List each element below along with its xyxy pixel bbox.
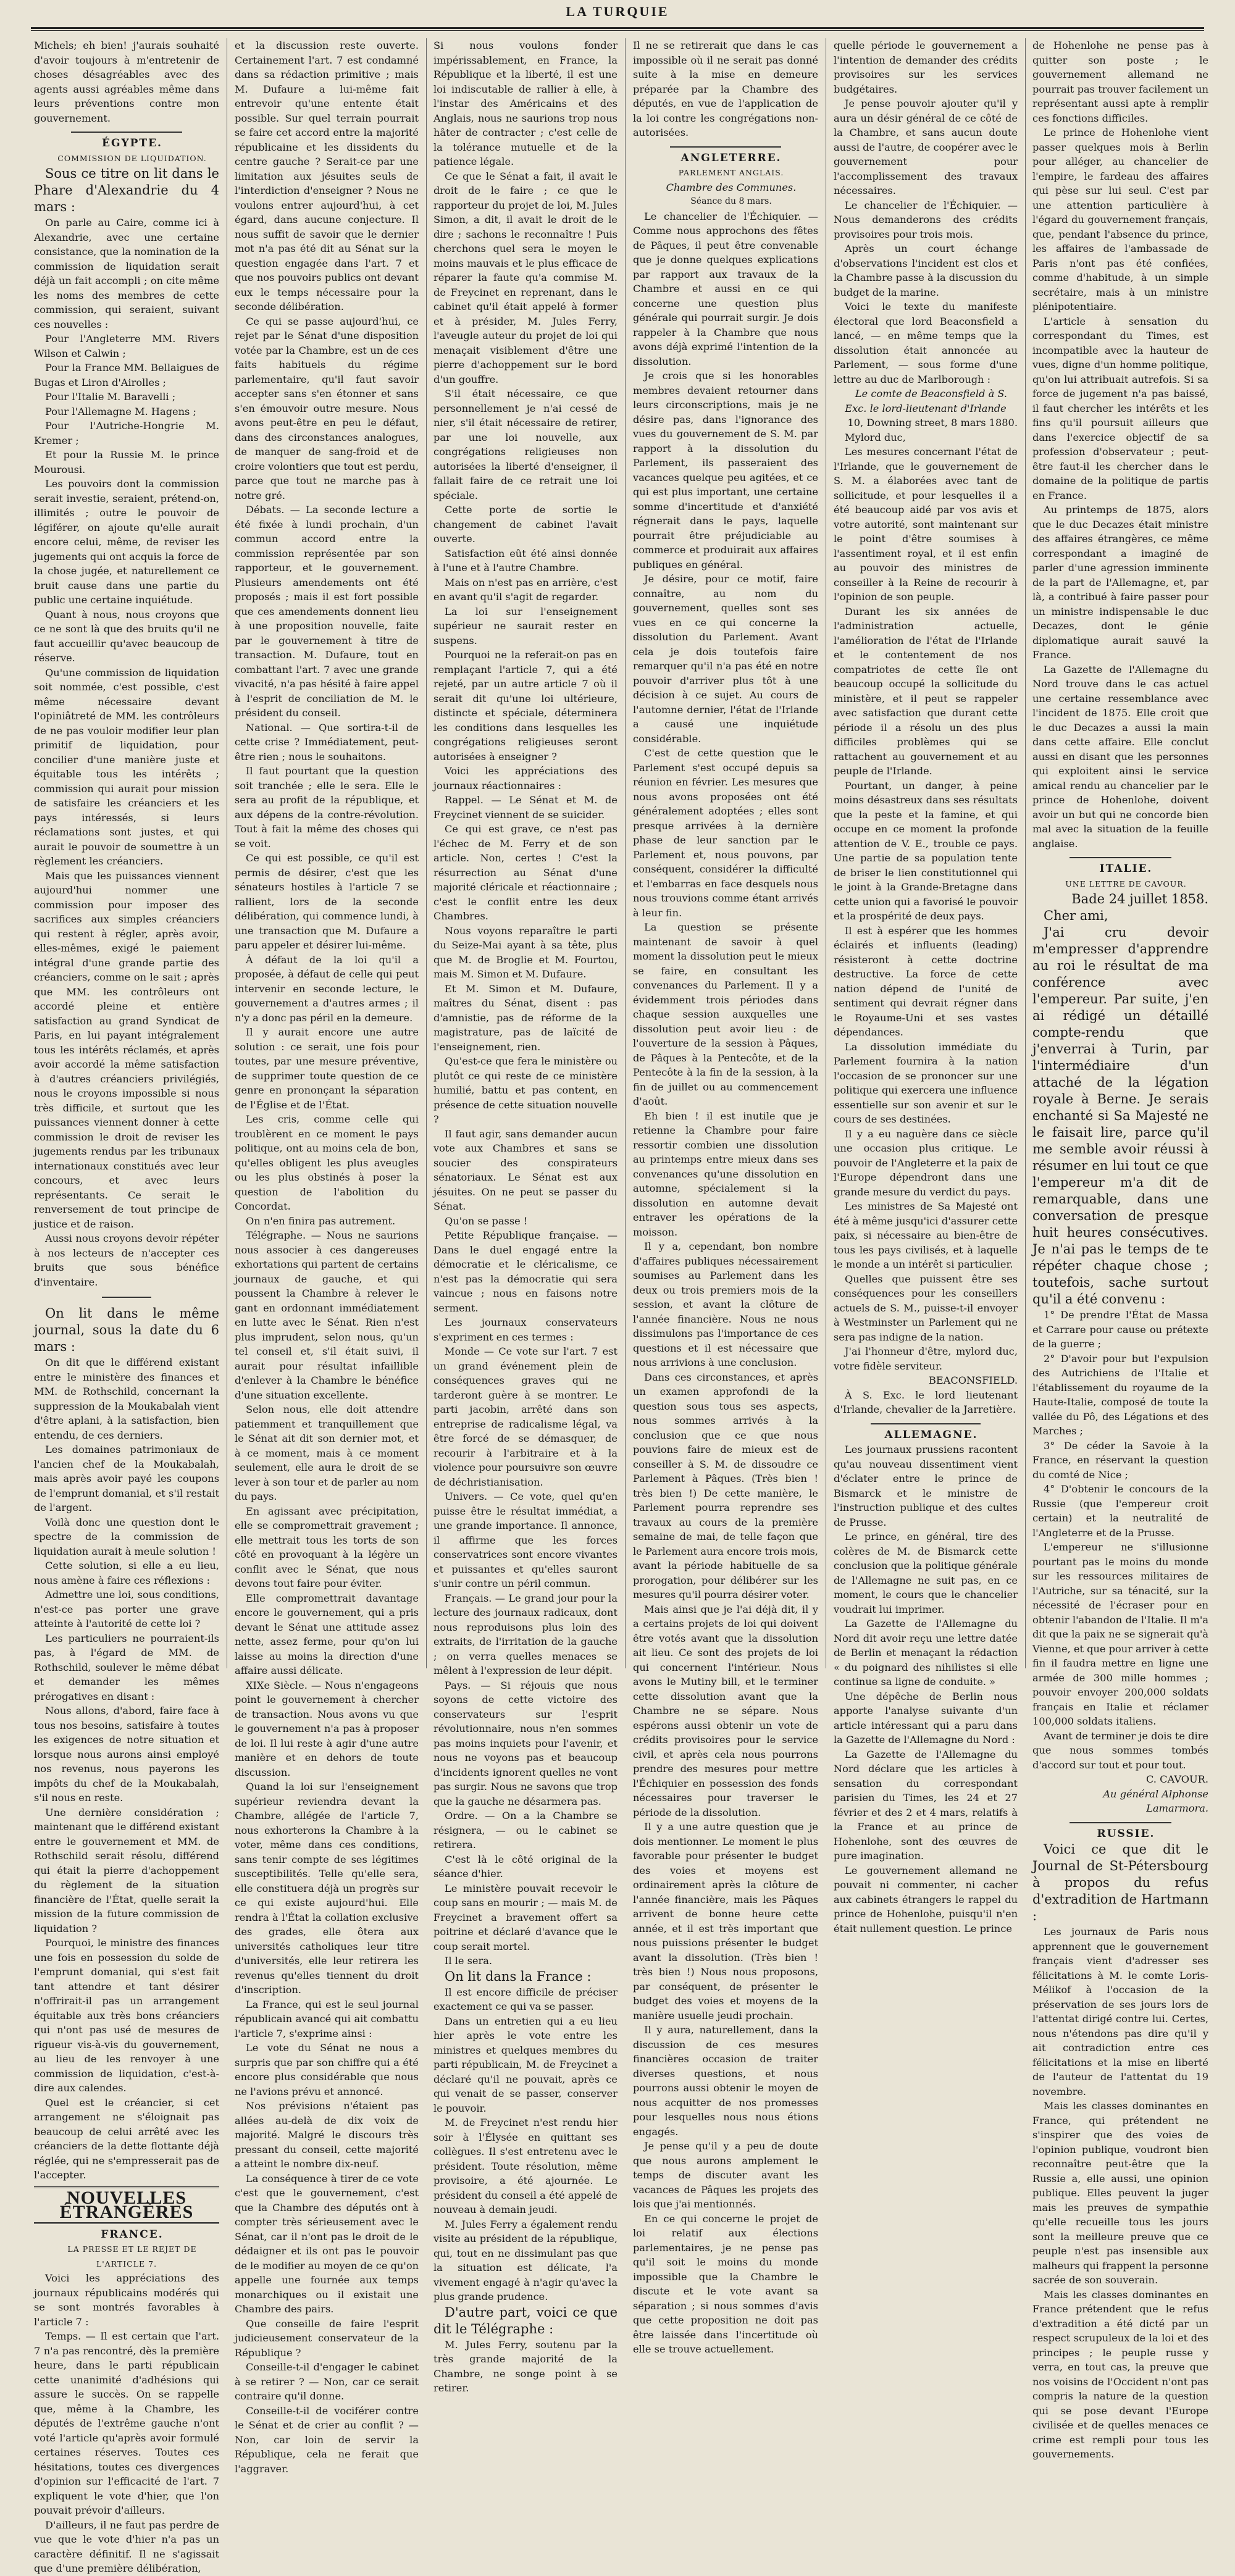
paragraph: Dans ces circonstances, et après un examen approfondi de la question sous tous ses aspects, nous sommes arrivés à la conclusion que ce que nous pouvions faire de mieux est de conseiller à S. M. de dissoudre ce Parlement à Pâques. (Très bien ! très bien !) De cette manière, le Parlement pourra reprendre ses travaux au cours de la première semaine de mai, de telle façon que le Parlement aura encore trois mois, avant la période habituelle de sa prorogation, pour délibérer sur les mesures qu'il pourra désirer voter. — [633, 1371, 818, 1600]
paragraph: J'ai l'honneur d'être, mylord duc, votre fidèle serviteur. — [834, 1345, 1018, 1372]
letter-salutation: Mylord duc, — [845, 431, 906, 443]
letter-header: Le comte de Beaconsfield à S. Exc. le lord-lieutenant d'Irlande — [845, 388, 1008, 414]
paragraph: Qu'est-ce que fera le ministère ou plutôt ce qui reste de ce ministère humilié, battu et pas content, en présence de cette situation nouvelle ? — [433, 1055, 618, 1125]
section-rule — [1070, 1822, 1171, 1823]
paragraph: Voilà donc une question dont le spectre de la commission de liquidation aurait à meule solution ! — [34, 1516, 219, 1557]
paragraph: L'article à sensation du correspondant du Times, est incompatible avec la hauteur de vues, digne d'un homme politique, qu'on lui attribuait autrefois. Si sa force de jugement n'a pas baissé, il faut chercher les intérêts et les fins qu'il poursuit ailleurs que dans l'exercice objectif de sa profession d'observateur ; peut-être faut-il les chercher dans le domaine de la politique de partis en France. — [1032, 315, 1208, 501]
paragraph: Petite République française. — Dans le duel engagé entre la démocratie et le cléricalisme, ce n'est pas la démocratie qui sera vaincue ; nous en faisons notre serment. — [433, 1229, 618, 1314]
paragraph: On n'en finira pas autrement. — [246, 1215, 396, 1227]
paragraph: Les mesures concernant l'état de l'Irlande, que le gouvernement de S. M. a élaborées avec tant de sollicitude, et pour lesquelles il a été beaucoup aidé par vos avis et votre autorité, sont maintenant sur le point d'être soumises à l'assentiment royal, et il est enfin au pouvoir des ministres de conseiller à la Reine de recourir à l'opinion de son peuple. — [834, 446, 1018, 603]
paragraph: Les journaux de Paris nous apprennent que le gouvernement français vient d'adresser ses félicitations à M. le comte Loris-Mélikof à l'occasion de la préservation de ses jours lors de l'attentat dirigé contre lui. Certes, nous n'étendons pas dire qu'il y ait contradiction entre ces félicitations et la mise en liberté de l'auteur de l'attentat du 19 novembre. — [1032, 1926, 1208, 2097]
paragraph: Qu'une commission de liquidation soit nommée, c'est possible, c'est même nécessaire devant l'opiniâtreté de MM. les contrôleurs de ne pas vouloir modifier leur plan primitif de liquidation, pour concilier d'une manière juste et équitable tous les intérêts ; commission qui aurait pour mission de satisfaire les créanciers et les pays intéressés, si leurs réclamations sont justes, et qui aurait le pouvoir de soumettre à un règlement les créanciers. — [34, 666, 219, 867]
section-rule — [102, 1297, 151, 1298]
masthead-rule — [31, 27, 1204, 29]
section-rule — [71, 132, 182, 133]
paragraph: Le ministère pouvait recevoir le coup sans en mourir ; — mais M. de Freycinet a bravement offert sa poitrine et déclaré d'avance que le coup serait mortel. — [433, 1882, 618, 1952]
paragraph: En ce qui concerne le projet de loi relatif aux élections parlementaires, je ne pense pas qu'il soit le moins du monde impossible que la Chambre le discute et le vote avant sa séparation ; si nous sommes d'avis que cette proposition ne doit pas être laissée dans l'incertitude où elle se trouve actuellement. — [633, 2212, 818, 2355]
paragraph: Français. — Le grand jour pour la lecture des journaux radicaux, dont nous reproduisons plus loin des extraits, de l'irritation de la gauche ; on verra quelles menaces se mêlent à l'expression de leur dépit. — [433, 1592, 618, 1676]
section-heading-egypte: ÉGYPTE. — [102, 137, 162, 149]
masthead-title: LA TURQUIE — [566, 4, 669, 19]
paragraph: Il ne se retirerait que dans le cas impossible où il ne serait pas donné suite à la mise en demeure préparée par la Chambre des députés, en vue de l'application de la loi contre les congrégations non-autorisées. — [633, 40, 818, 138]
paragraph: Il y aurait encore une autre solution : ce serait, une fois pour toutes, par une mesure préventive, de supprimer toute question de ce genre en prononçant la séparation de l'Église et de l'État. — [235, 1026, 419, 1111]
column-divider — [426, 38, 427, 1668]
paragraph: Le chancelier de l'Échiquier. — Nous demanderons des crédits provisoires pour trois mois. — [834, 199, 1018, 240]
paragraph: Ordre. — On a la Chambre se résignera, — ou le cabinet se retirera. — [433, 1810, 618, 1850]
paragraph: D'autre part, voici ce que dit le Télégraphe : — [433, 2304, 618, 2336]
paragraph: Voici ce que dit le Journal de St-Pétersbourg à propos du refus d'extradition de Hartmann : — [1032, 1842, 1208, 1923]
paragraph: À S. Exc. le lord lieutenant d'Irlande, chevalier de la Jarretière. — [834, 1389, 1018, 1415]
paragraph: La Gazette de l'Allemagne du Nord dit avoir reçu une lettre datée de Berlin et menaçant la rédaction « du poignard des nihilistes si elle continue sa ligne de conduite. » — [834, 1618, 1018, 1687]
column-divider — [625, 38, 626, 1668]
paragraph: Monde — Ce vote sur l'art. 7 est un grand événement plein de conséquences graves qui ne tarderont guère à se montrer. Le parti jacobin, arrêté dans son entreprise de radicalisme légal, va être forcé de se démasquer, de recourir à l'arbitraire et à la violence pour poursuivre son œuvre de déchristianisation. — [433, 1345, 618, 1488]
paragraph: Après un court échange d'observations l'incident est clos et la Chambre passe à la discussion du budget de la marine. — [834, 243, 1018, 298]
paragraph: Les particuliers ne pourraient-ils pas, à l'égard de MM. de Rothschild, soulever le même débat et demander les mêmes prérogatives en disant : — [34, 1632, 219, 1702]
paragraph: Les journaux conservateurs s'expriment en ces termes : — [433, 1316, 618, 1343]
paragraph: Et pour la Russie M. le prince Mourousi. — [34, 449, 219, 475]
column-3 — [433, 38, 618, 2394]
column-4 — [633, 38, 818, 2355]
signature: C. CAVOUR. — [1145, 1773, 1208, 1785]
paragraph: M. Jules Ferry a également rendu visite au président de la république, qui, tout en ne dissimulant pas que la situation est délicate, l'a vivement engagé à n'agir qu'avec la plus grande prudence. — [433, 2218, 618, 2302]
column-6 — [1032, 38, 1208, 2460]
paragraph: 4° D'obtenir le concours de la Russie (que l'empereur croit certain) et la neutralité de l'Angleterre et de la Prusse. — [1032, 1483, 1208, 1539]
paragraph: D'ailleurs, il ne faut pas perdre de vue que le vote d'hier n'a pas un caractère définitif. Il ne s'agissait que d'une première délibération, — [34, 2519, 219, 2574]
paragraph: Les cris, comme celle qui troublèrent en ce moment le pays politique, ont au moins cela de bon, qu'elles obligent les plus aveugles ou les plus obstinés à poser la question de l'abolition du Concordat. — [235, 1113, 419, 1212]
paragraph: Avant de terminer je dois te dire que nous sommes tombés d'accord sur tout et pour tout. — [1032, 1729, 1208, 1771]
letter-date: Bade 24 juillet 1858. — [1071, 892, 1208, 906]
section-rule — [1070, 857, 1171, 858]
paragraph: Les domaines patrimoniaux de l'ancien chef de la Moukabalah, mais après avoir payé les coupons de l'emprunt domanial, et s'il restait de l'argent. — [34, 1444, 219, 1513]
paragraph: Cette solution, si elle a eu lieu, nous amène à faire ces réflexions : — [34, 1560, 219, 1586]
chamber-title: Chambre des Communes. — [666, 181, 797, 193]
paragraph: Nos prévisions n'étaient pas allées au-delà de dix voix de majorité. Malgré le discours très pressant du conseil, cette majorité a atteint le nombre dix-neuf. — [235, 2100, 419, 2170]
section-subheading: UNE LETTRE DE CAVOUR. — [1065, 879, 1187, 889]
column-2 — [235, 38, 419, 2475]
section-subheading: LA PRESSE ET LE REJET DE L'ARTICLE 7. — [67, 2244, 197, 2269]
paragraph: Admettre une loi, sous conditions, n'est-ce pas porter une grave atteinte à l'autorité de cette loi ? — [34, 1589, 219, 1629]
paragraph: Dans un entretien qui a eu lieu hier après le vote entre les ministres et quelques membres du parti républicain, M. de Freycinet a déclaré qu'il ne pouvait, après ce qui venait de se passer, conserver le pouvoir. — [433, 2015, 618, 2114]
paragraph: Quel est le créancier, si cet arrangement ne s'éloignait pas beaucoup de celui arrêté avec les créanciers de la dette flottante déjà réglée, qui ne s'empresserait pas de l'accepter. — [34, 2096, 219, 2181]
paragraph: Le vote du Sénat ne nous a surpris que par son chiffre qui a été encore plus considérable que nous ne l'avions prévu et annoncé. — [235, 2042, 419, 2097]
paragraph: Le gouvernement allemand ne pouvait ni commenter, ni cacher aux cabinets étrangers le rappel du prince de Hohenlohe, puisqu'il n'en était nullement question. Le prince — [834, 1864, 1018, 1934]
paragraph: Mais les classes dominantes en France, qui prétendent ne s'inspirer que des voies de l'opinion publique, voudront bien reconnaître peut-être que la Russie a, elle aussi, une opinion publique. Elles peuvent la juger mais les preuves de sympathie qu'elle recueille tous les jours sont la meilleure preuve que ce peuple n'est pas insensible aux malheurs qui frappent la personne sacrée de son souverain. — [1032, 2100, 1208, 2286]
paragraph: La question se présente maintenant de savoir à quel moment la dissolution peut le mieux se faire, en consultant les convenances du Parlement. Il y a évidemment trois périodes dans chaque session auxquelles une dissolution peut avoir lieu : de l'ouverture de la session à Pâques, de Pâques à la Pentecôte, et de la Pentecôte à la fin de la session, à la fin de juillet ou au commencement d'août. — [633, 921, 818, 1107]
paragraph: et la discussion reste ouverte. Certainement l'art. 7 est condamné dans sa rédaction primitive ; mais M. Dufaure a lui-même fait entrevoir qu'une entente était possible. Sur quel terrain pourrait se faire cet accord entre la majorité républicaine et les dissidents du centre gauche ? Serait-ce par une limitation aux jésuites seuls de l'interdiction d'enseigner ? Nous ne voulons entrer aujourd'hui, à cet égard, dans aucune conjecture. Il nous suffit de savoir que le dernier mot n'a pas été dit au Sénat sur la question engagée dans l'art. 7 et que nos pouvoirs publics ont devant eux le temps nécessaire pour la seconde délibération. — [235, 40, 419, 312]
section-heading-allemagne: ALLEMAGNE. — [884, 1428, 978, 1441]
session-date: Séance du 8 mars. — [690, 196, 772, 206]
paragraph: Conseille-t-il de vociférer contre le Sénat et de crier au conflit ? — Non, car loin de servir la République, cela ne ferait que l'aggraver. — [235, 2404, 419, 2475]
paragraph: Voici le texte du manifeste électoral que lord Beaconsfield a lancé, — en même temps que la dissolution était annoncée au Parlement, — sous forme d'une lettre au duc de Marlborough : — [834, 301, 1018, 385]
signature: BEACONSFIELD. — [928, 1374, 1018, 1386]
paragraph: En agissant avec précipitation, elle se compromettrait gravement ; elle mettrait tous les torts de son côté en provoquant à la légère un conflit avec le Sénat, que nous devons tout faire pour éviter. — [235, 1505, 419, 1589]
column-5 — [834, 38, 1018, 1934]
paragraph: Aussi nous croyons devoir répéter à nos lecteurs de n'accepter ces bruits que sous bénéfice d'inventaire. — [34, 1232, 219, 1288]
section-subheading: COMMISSION DE LIQUIDATION. — [57, 153, 207, 163]
paragraph: Univers. — Ce vote, quel qu'en puisse être le résultat immédiat, a une grande importance. Il annonce, il affirme que les forces conservatrices sont encore vivantes et puissantes et qu'elles sauront s'unir contre un péril commun. — [433, 1491, 618, 1589]
paragraph: Que conseille de faire l'esprit judicieusement conservateur de la République ? — [235, 2317, 419, 2359]
section-rule — [871, 1423, 981, 1424]
paragraph: Quand la loi sur l'enseignement supérieur reviendra devant la Chambre, allégée de l'article 7, nous exhorterons la Chambre à la voter, même dans ces conditions, sans tenir compte de ses légitimes susceptibilités. Telle qu'elle sera, elle constituera déjà un progrès sur ce qui existe aujourd'hui. Elle rendra à l'État la collation exclusive des grades, elle ôtera aux universités catholiques leur titre d'universités, elle leur retirera les revenus qu'elles tiennent du droit d'inscription. — [235, 1781, 419, 1996]
paragraph: quelle période le gouvernement a l'intention de demander des crédits provisoires sur les services budgétaires. — [834, 40, 1018, 95]
column-1 — [34, 38, 219, 2574]
section-rule — [670, 146, 781, 148]
column-divider — [1025, 38, 1026, 1668]
paragraph: Il faut agir, sans demander aucun vote aux Chambres et sans se soucier des conspirateurs sénatoriaux. Le Sénat est aux jésuites. On ne peut se passer du Sénat. — [433, 1127, 618, 1212]
paragraph: Et M. Simon et M. Dufaure, maîtres du Sénat, disent : pas d'amnistie, pas de réforme de la magistrature, pas de laïcité de l'enseignement, rien. — [433, 982, 618, 1053]
paragraph: Ce que le Sénat a fait, il avait le droit de le faire ; ce que le rapporteur du projet de loi, M. Jules Simon, a dit, il avait le droit de le dire ; sachons le reconnaître ! Puis cherchons quel sera le moyen le moins mauvais et le plus efficace de réparer la faute qu'a commise M. de Freycinet en reprenant, dans le cabinet qu'il était appelé à former et à présider, M. Jules Ferry, l'aveugle auteur du projet de loi qui menaçait visiblement d'être une pierre d'achoppement sur le bord d'un gouffre. — [433, 170, 618, 385]
paragraph: Pour l'Autriche-Hongrie M. Kremer ; — [34, 420, 219, 446]
paragraph: Satisfaction eût été ainsi donnée à l'une et à l'autre Chambre. — [433, 547, 618, 574]
paragraph: Quelles que puissent être ses conséquences pour les conseillers actuels de S. M., puisse-t-il envoyer à Westminster un Parlement qui ne sera pas indigne de la nation. — [834, 1273, 1018, 1343]
paragraph: Pour l'Italie M. Baravelli ; — [45, 391, 176, 403]
paragraph: Eh bien ! il est inutile que je retienne la Chambre pour faire ressortir combien une dissolution au printemps entre mieux dans ses convenances qu'une dissolution en automne, spécialement si la dissolution en automne devait entraver les opérations de la moisson. — [633, 1110, 818, 1238]
paragraph: Pourquoi, le ministre des finances une fois en possession du solde de l'emprunt domanial, qui s'est fait tant attendre et tant désirer n'offrirait-il pas un arrangement équitable aux très bons créanciers qui n'ont pas usé de mesures de rigueur vis-à-vis du gouvernement, au lieu de les renvoyer à une commission de liquidation, c'est-à-dire aux calendes. — [34, 1937, 219, 2094]
paragraph: 3° De céder la Savoie à la France, en réservant la question du comté de Nice ; — [1032, 1439, 1208, 1481]
paragraph: S'il était nécessaire, ce que personnellement je n'ai cessé de nier, s'il était nécessaire de retirer, par une loi nouvelle, aux congrégations religieuses non autorisées la liberté d'enseigner, il fallait faire de ce retrait une loi spéciale. — [433, 388, 618, 501]
paragraph: 1° De prendre l'État de Massa et Carrare pour cause ou prétexte de la guerre ; — [1032, 1309, 1208, 1350]
paragraph: Nous allons, d'abord, faire face à tous nos besoins, satisfaire à toutes les exigences de notre situation et lorsque nous aurons ainsi employé nos revenus, nous payerons les impôts du chef de la Moukabalah, s'il nous en reste. — [34, 1705, 219, 1804]
paragraph: On dit que le différend existant entre le ministère des finances et MM. de Rothschild, concernant la suppression de la Moukabalah vient d'être aplani, à la satisfaction, bien entendu, de ces derniers. — [34, 1357, 219, 1441]
paragraph: Il y a une autre question que je dois mentionner. Le moment le plus favorable pour présenter le budget des voies et moyens est ordinairement après la clôture de l'année financière, mais les Pâques arrivent de bonne heure cette année, et il est très important que nous puissions présenter le budget avant la dissolution. (Très bien ! très bien !) Nous nous proposons, par conséquent, de présenter le budget des voies et moyens de la manière usuelle jeudi prochain. — [633, 1821, 818, 2022]
letter-salutation: Cher ami, — [1044, 908, 1108, 923]
paragraph: Quant à nous, nous croyons que ce ne sont là que des bruits qu'il ne faut accueillir qu'avec beaucoup de réserve. — [34, 608, 219, 664]
letter-date: 10, Downing street, 8 mars 1880. — [847, 417, 1018, 429]
paragraph: Mais que les puissances viennent aujourd'hui nommer une commission pour imposer des sacrifices aux simples créanciers qui restent à régler, après avoir, elles-mêmes, exigé le paiement intégral d'une grande partie des créanciers, comme on le sait ; après que MM. les contrôleurs ont accordé pleine et entière satisfaction au grand Syndicat de Paris, en lui payant intégralement tous les intérêts réclamés, et après avoir accordé la même satisfaction à d'autres créanciers privilégiés, nous le croyons impossible si nous très difficile, et surtout que les puissances viennent donner à cette commission le droit de reviser les jugements rendus par les tribunaux internationaux constitués avec leur concours, et avec leurs représentants. Ce serait le renversement de tout principe de justice et de raison. — [34, 869, 219, 1230]
paragraph: Rappel. — Le Sénat et M. de Freycinet viennent de se suicider. — [433, 794, 618, 821]
paragraph: À défaut de la loi qu'il a proposée, à défaut de celle qui peut intervenir en seconde lecture, le gouvernement a d'autres armes ; il n'y a donc pas péril en la demeure. — [235, 953, 419, 1024]
paragraph: Je pense pouvoir ajouter qu'il y aura un désir général de ce côté de la Chambre, et sans aucun doute aussi de l'autre, de coopérer avec le gouvernement pour l'accomplissement des travaux nécessaires. — [834, 98, 1018, 196]
paragraph: Je crois que si les honorables membres devaient retourner dans leurs circonscriptions, mais je ne désire pas, dans l'ignorance des vues du gouvernement de S. M. par rapport à la dissolution du Parlement, ils passeraient des vacances quelque peu agitées, et ce qui est plus important, une certaine somme d'incertitude et d'anxiété régnerait dans le pays, laquelle pourrait être préjudiciable au commerce et produirait aux affaires publiques en général. — [633, 370, 818, 571]
paragraph: Télégraphe. — Nous ne saurions nous associer à ces dangereuses exhortations qui partent de certains journaux de gauche, et qui poussent la Chambre à relever le gant en ordonnant immédiatement en lutte avec le Sénat. Rien n'est plus imprudent, selon nous, qu'un tel conseil et, s'il était suivi, il aurait pour résultat infaillible d'enlever à la Chambre le bénéfice d'une situation excellente. — [235, 1229, 419, 1401]
section-subheading: PARLEMENT ANGLAIS. — [678, 168, 784, 177]
paragraph: Pays. — Si réjouis que nous soyons de cette victoire des conservateurs sur l'esprit révolutionnaire, nous n'en sommes pas moins inquiets pour l'avenir, et nous ne voyons pas et beaucoup d'incidents ignorent quelles ne vont pas surgir. Nous ne savons que trop que la gauche ne désarmera pas. — [433, 1679, 618, 1807]
section-heading-nouvelles-etrangeres: NOUVELLES ÉTRANGÈRES — [34, 2186, 219, 2224]
paragraph: M. Jules Ferry, soutenu par la très grande majorité de la Chambre, ne songe point à se retirer. — [433, 2338, 618, 2394]
paragraph: Nous voyons reparaître le parti du Seize-Mai ayant à sa tête, plus que M. de Broglie et M. Fourtou, mais M. Simon et M. Dufaure. — [433, 924, 618, 980]
paragraph: On lit dans la France : — [445, 1968, 592, 1984]
paragraph: On lit dans le même journal, sous la date du 6 mars : — [34, 1306, 219, 1354]
paragraph: Je désire, pour ce motif, faire connaître, au nom du gouvernement, quelles sont ses vues en ce qui concerne la dissolution du Parlement. Avant cela je dois toutefois faire remarquer qu'il n'a pas été en notre pouvoir d'arriver plus tôt à une décision à ce sujet. Au cours de l'automne dernier, l'état de l'Irlande a causé une inquiétude considérable. — [633, 573, 818, 745]
paragraph: Voici les appréciations des journaux réactionnaires : — [433, 765, 618, 792]
paragraph: La Gazette de l'Allemagne du Nord trouve dans le cas actuel une certaine ressemblance avec l'incident de 1875. Elle croit que le duc Decazes a aussi la main dans cette affaire. Elle conclut aussi en disant que les personnes qui exploitent ainsi le service amical rendu au chancelier par le prince de Hohenlohe, doivent avoir un but qui ne concorde bien mal avec la situation de la feuille anglaise. — [1032, 663, 1208, 850]
paragraph: L'empereur ne s'illusionne pourtant pas le moins du monde sur les ressources militaires de l'Autriche, sur sa ténacité, sur la nécessité de l'écraser pour en obtenir l'abandon de l'Italie. Il m'a dit que la paix ne se signerait qu'à Vienne, et que pour arriver à cette fin il faudra mettre en ligne une armée de 300 mille hommes ; pouvoir envoyer 200,000 soldats français en Italie et réclamer 100,000 soldats italiens. — [1032, 1541, 1208, 1727]
paragraph: Le prince de Hohenlohe vient passer quelques mois à Berlin pour alléger, au chancelier de l'empire, le fardeau des affaires qui pèse sur lui seul. C'est par une attention particulière à l'égard du gouvernement français, que, pendant l'absence du prince, les affaires de l'ambassade de Paris n'ont pas été confiées, comme d'habitude, à un simple secrétaire, mais à un ministre plénipotentiaire. — [1032, 127, 1208, 312]
paragraph: XIXe Siècle. — Nous n'engageons point le gouvernement à chercher de transaction. Nous avons vu que le gouvernement n'a pas à proposer de loi. Il lui reste à agir d'une autre manière et en dehors de toute discussion. — [235, 1679, 419, 1778]
paragraph: Mais on n'est pas en arrière, c'est en avant qu'il s'agit de regarder. — [433, 576, 618, 603]
paragraph: Le chancelier de l'Échiquier. — Comme nous approchons des fêtes de Pâques, il peut être convenable que je donne quelques explications par rapport aux travaux de la Chambre et aussi en ce qui concerne une question plus générale qui pourrait surgir. Je dois rappeler à la Chambre que nous avons déjà exprimé l'intention de la dissolution. — [633, 210, 818, 367]
section-heading-russie: RUSSIE. — [1097, 1827, 1155, 1840]
paragraph: C'est là le côté original de la séance d'hier. — [433, 1853, 618, 1880]
paragraph: M. de Freycinet n'est rendu hier soir à l'Élysée en quittant ses collègues. Il s'est entretenu avec le président. Toute résolution, même provisoire, a été ajournée. Le président du conseil a été appelé de nouveau à demain jeudi. — [433, 2117, 618, 2215]
paragraph: Pour l'Allemagne M. Hagens ; — [45, 405, 196, 417]
paragraph: Les ministres de Sa Majesté ont été à même jusqu'ici d'assurer cette paix, si nécessaire au bien-être de tous les pays civilisés, et à laquelle le monde a un intérêt si particulier. — [834, 1200, 1018, 1270]
paragraph: Cette porte de sortie le changement de cabinet l'avait ouverte. — [433, 504, 618, 545]
paragraph: Il y a eu naguère dans ce siècle une occasion plus critique. Le pouvoir de l'Angleterre et la paix de l'Europe dépendront dans une grande mesure du verdict du pays. — [834, 1127, 1018, 1198]
paragraph: Selon nous, elle doit attendre patiemment et tranquillement que le Sénat ait dit son dernier mot, et à ce moment, mais à ce moment seulement, elle aura le droit de se lever à son tour et de parler au nom du pays. — [235, 1403, 419, 1502]
paragraph: National. — Que sortira-t-il de cette crise ? Immédiatement, peut-être rien ; nous le souhaitons. — [235, 721, 419, 763]
paragraph: Si nous voulons fonder impérissablement, en France, la République et la liberté, il est une loi indiscutable de rallier à elle, à l'instar des Américains et des Anglais, nous ne saurions trop nous hâter de contracter ; c'est celle de la tolérance mutuelle et de la patience légale. — [433, 40, 618, 167]
paragraph: Il le sera. — [445, 1955, 493, 1967]
masthead-rule-thin — [31, 30, 1204, 31]
paragraph: Pour l'Angleterre MM. Rivers Wilson et Calwin ; — [34, 333, 219, 359]
section-heading-angleterre: ANGLETERRE. — [680, 151, 782, 164]
paragraph: Il faut pourtant que la question soit tranchée ; elle le sera. Elle le sera au profit de la république, et aux dépens de la contre-révolution. Tout à fait la même des choses qui se voit. — [235, 765, 419, 850]
paragraph: J'ai cru devoir m'empresser d'apprendre au roi le résultat de ma conférence avec l'empereur. Par suite, j'en ai rédigé un détaillé compte-rendu que j'enverrai à Turin, par l'intermédiaire d'un attaché de la légation royale à Berne. Je serais enchanté si Sa Majesté ne le faisait lire, parce qu'il me semble avoir réussi à résumer en lui tout ce que l'empereur m'a dit de remarquable, dans une conversation de presque huit heures consécutives. Je n'ai pas le temps de te répéter chaque chose ; toutefois, sache surtout qu'il a été convenu : — [1032, 925, 1208, 1307]
paragraph: Pourtant, un danger, à peine moins désastreux dans ses résultats que la peste et la famine, et qui occupe en ce moment la profonde attention de V. E., trouble ce pays. Une partie de sa population tente de briser le lien constitutionnel qui le joint à la Grande-Bretagne dans cette union qui a favorisé le pouvoir et la prospérité de deux pays. — [834, 779, 1018, 922]
paragraph: Une dernière considération ; maintenant que le différend existant entre le gouvernement et MM. de Rothschild serait résolu, différend qui était la pierre d'achoppement du règlement de la situation financière de l'État, quelle serait la mission de la future commission de liquidation ? — [34, 1806, 219, 1934]
paragraph: Michels; eh bien! j'aurais souhaité d'avoir toujours à m'entretenir de choses désagréables avec des agents aussi agréables même dans leurs préventions contre mon gouvernement. — [34, 40, 219, 124]
paragraph: Ce qui se passe aujourd'hui, ce rejet par le Sénat d'une disposition votée par la Chambre, est un de ces faits habituels du régime parlementaire, qu'il faut savoir accepter sans s'en étonner et sans s'en émouvoir outre mesure. Nous avons peut-être en peu le défaut, dans des circonstances analogues, de manquer de sang-froid et de croire volontiers que tout est perdu, parce que tout ne marche pas à notre gré. — [235, 315, 419, 501]
paragraph: Je pense qu'il y a peu de doute que nous aurons amplement le temps de discuter avant les vacances de Pâques les projets des lois que j'ai mentionnés. — [633, 2140, 818, 2210]
paragraph: Temps. — Il est certain que l'art. 7 n'a pas rencontré, dès la première heure, dans le parti républicain cette unanimité d'adhésions qui assure le succès. On se rappelle que, même à la Chambre, les députés de l'extrême gauche n'ont voté l'article qu'après avoir formulé certaines réserves. Toutes ces hésitations, toutes ces divergences d'opinion sur l'efficacité de l'art. 7 expliquent le vote d'hier, que l'on pouvait prévoir d'ailleurs. — [34, 2330, 219, 2516]
paragraph: Le prince, en général, tire des colères de M. de Bismarck cette conclusion que la politique générale de l'Allemagne ne suit pas, en ce moment, le cours que le chancelier voudrait lui imprimer. — [834, 1531, 1018, 1615]
paragraph: C'est de cette question que le Parlement s'est occupé depuis sa réunion en février. Les mesures que nous avons proposées ont été généralement adoptées ; elles sont presque arrivées à la dernière phase de leur sanction par le Parlement et, nous pouvons, par conséquent, considérer la difficulté et l'embarras en face desquels nous nous trouvions comme étant arrivés à leur fin. — [633, 747, 818, 919]
section-heading-france: FRANCE. — [101, 2228, 164, 2241]
paragraph: Il y aura, naturellement, dans la discussion de ces mesures financières occasion de traiter diverses questions, et nous pourrons aussi obtenir le moyen de nous acquitter de nos promesses pour lesquelles nous nous étions engagés. — [633, 2024, 818, 2138]
paragraph: Ce qui est possible, ce qu'il est permis de désirer, c'est que les sénateurs hostiles à l'article 7 se rallient, lors de la seconde délibération, qui commence lundi, à une transaction que M. Dufaure a paru appeler et désirer lui-même. — [235, 852, 419, 951]
paragraph: Qu'on se passe ! — [445, 1215, 528, 1227]
paragraph: Pourquoi ne la referait-on pas en remplaçant l'article 7, qui a été rejeté, par un autre article 7 où il serait dit qu'une loi ultérieure, distincte et spéciale, déterminera les conditions dans lesquelles les congrégations religieuses seront autorisées à enseigner ? — [433, 649, 618, 763]
paragraph: La loi sur l'enseignement supérieur ne saurait rester en suspens. — [433, 605, 618, 646]
paragraph: Mais ainsi que je l'ai déjà dit, il y a certains projets de loi qui doivent être votés avant que la dissolution ait lieu. Ce sont des projets de loi qui concernent l'intérieur. Nous avons le Mutiny bill, et le terminer cette dissolution avant que la Chambre ne se sépare. Nous espérons aussi obtenir un vote de crédits provisoires pour le service civil, et après cela nous pourrons prendre des mesures pour mettre l'Échiquier en possession des fonds nécessaires pour traverser le période de la dissolution. — [633, 1603, 818, 1818]
paragraph: Il est encore difficile de préciser exactement ce qui va se passer. — [433, 1986, 618, 2012]
paragraph: Débats. — La seconde lecture a été fixée à lundi prochain, d'un commun accord entre la commission représentée par son rapporteur, et le gouvernement. Plusieurs amendements ont été proposés ; mais il est fort possible que ces amendements donnent lieu à une proposition nouvelle, faite par le gouvernement à titre de transaction. M. Dufaure, tout en combattant l'art. 7 avec une grande vivacité, n'a pas hésité à faire appel à l'esprit de conciliation de M. le président du conseil. — [235, 504, 419, 719]
paragraph: La dissolution immédiate du Parlement fournira à la nation l'occasion de se prononcer sur une politique qui exercera une influence essentielle sur son avenir et sur le cours de ses destinées. — [834, 1040, 1018, 1125]
paragraph: La Gazette de l'Allemagne du Nord déclare que les articles à sensation du correspondant parisien du Times, les 24 et 27 février et des 2 et 4 mars, relatifs à la France et au prince de Hohenlohe, sont des œuvres de pure imagination. — [834, 1748, 1018, 1862]
paragraph: On parle au Caire, comme ici à Alexandrie, avec une certaine consistance, que la nomination de la commission de liquidation serait déjà un fait accompli ; on cite même les noms des membres de cette commission, qui seraient, suivant ces nouvelles : — [34, 217, 219, 330]
paragraph: Conseille-t-il d'engager le cabinet à se retirer ? — Non, car ce serait contraire qu'il donne. — [235, 2361, 419, 2402]
paragraph: Au printemps de 1875, alors que le duc Decazes était ministre des affaires étrangères, ce même correspondant a imaginé de parler d'une agression imminente de la part de l'Allemagne, et, par là, a contribué à faire passer pour un ministre indispensable le duc Decazes, dont le génie diplomatique aurait sauvé la France. — [1032, 504, 1208, 661]
paragraph: Une dépêche de Berlin nous apporte l'analyse suivante d'un article intéressant qui a paru dans la Gazette de l'Allemagne du Nord : — [834, 1690, 1018, 1746]
paragraph: Les pouvoirs dont la commission serait investie, seraient, prétend-on, illimités ; outre le pouvoir de légiférer, on ajoute qu'elle aurait encore celui, même, de reviser les jugements qui ont acquis la force de la chose jugée, et naturellement ce bruit cause dans une partie du public une certaine inquiétude. — [34, 478, 219, 606]
paragraph: Ce qui est grave, ce n'est pas l'échec de M. Ferry et de son article. Non, certes ! C'est la résurrection au Sénat d'une majorité cléricale et réactionnaire ; c'est le conflit entre les deux Chambres. — [433, 823, 618, 922]
paragraph: Voici les appréciations des journaux républicains modérés qui se sont montrés favorables à l'article 7 : — [34, 2272, 219, 2328]
paragraph: Durant les six années de l'administration actuelle, l'amélioration de l'état de l'Irlande et le contentement de nos compatriotes de cette île ont beaucoup occupé la sollicitude du ministère, et il peut se rappeler avec satisfaction que durant cette période il a résolu un des plus difficiles problèmes qui se rattachent au gouvernement et au peuple de l'Irlande. — [834, 605, 1018, 777]
section-heading-italie: ITALIE. — [1099, 863, 1153, 875]
paragraph: Sous ce titre on lit dans le Phare d'Alexandrie du 4 mars : — [34, 166, 219, 214]
paragraph: Elle compromettrait davantage encore le gouvernement, qui a pris devant le Sénat une attitude assez nette, assez ferme, pour qu'on lui laisse au moins la direction d'une affaire aussi délicate. — [235, 1592, 419, 1676]
paragraph: Il y a, cependant, bon nombre d'affaires publiques nécessairement soumises au Parlement dans les deux ou trois premiers mois de la session, et avant la clôture de l'année financière. Nous ne nous dissimulons pas l'importance de ces questions et il est nécessaire que nous arrivions à une conclusion. — [633, 1240, 818, 1368]
paragraph: Pour la France MM. Bellaigues de Bugas et Liron d'Airolles ; — [34, 362, 219, 388]
paragraph: La France, qui est le seul journal républicain avancé qui ait combattu l'article 7, s'exprime ainsi : — [235, 1998, 419, 2039]
paragraph: Les journaux prussiens racontent qu'au nouveau dissentiment vient d'éclater entre le prince de Bismarck et le ministre de l'instruction publique et des cultes de Prusse. — [834, 1444, 1018, 1528]
paragraph: Il est à espérer que les hommes éclairés et influents (leading) résisteront à cette doctrine destructive. La force de cette nation dépend de l'unité de sentiment qui devrait régner dans le Royaume-Uni et ses vastes dépendances. — [834, 924, 1018, 1038]
paragraph: Mais les classes dominantes en France prétendent que le refus d'extradition a été dicté par un respect scrupuleux de la loi et des principes ; le peuple russe y verra, en tout cas, la preuve que nos voisins de l'Occident n'ont pas compris la nature de la question qui se pose devant l'Europe civilisée et de quelles menaces ce crime est rempli pour tous les gouvernements. — [1032, 2288, 1208, 2460]
paragraph: 2° D'avoir pour but l'expulsion des Autrichiens de l'Italie et l'établissement du royaume de la Haute-Italie, composé de toute la vallée du Pô, des Légations et des Marches ; — [1032, 1352, 1208, 1437]
letter-recipient: Au général Alphonse Lamarmora. — [1103, 1788, 1208, 1814]
paragraph: de Hohenlohe ne pense pas à quitter son poste ; le gouvernement allemand ne pourrait pas trouver facilement un représentant aussi apte à remplir ces fonctions difficiles. — [1032, 40, 1208, 124]
paragraph: La conséquence à tirer de ce vote c'est que le gouvernement, c'est que la Chambre des députés ont à compter très sérieusement avec le Sénat, car il n'ont pas le droit de le dédaigner et ils ont pas le pouvoir de le modifier au moyen de ce qu'on appelle une fournée aux temps monarchiques ou il existait une Chambre des pairs. — [235, 2172, 419, 2315]
